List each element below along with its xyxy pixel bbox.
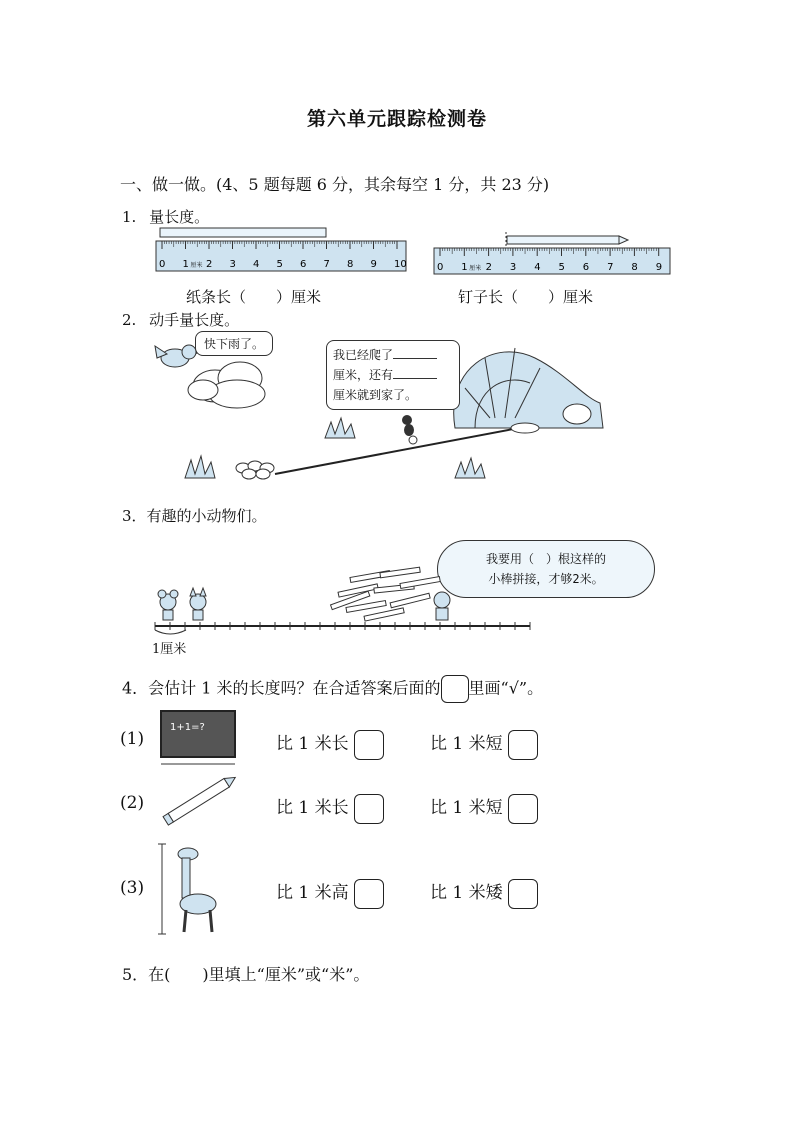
ruler-label: 4 — [534, 262, 541, 273]
q4-text-after: 里画“√”。 — [468, 678, 544, 698]
cloud-line-2: 小棒拼接，才够2米。 — [488, 572, 604, 586]
q4-row1-opt2 — [430, 729, 538, 760]
answer-box[interactable] — [354, 730, 384, 760]
opt2-text: 比 1 米短 — [430, 734, 503, 754]
q4-row3-opt2 — [430, 878, 538, 909]
opt1-text: 比 1 米长 — [276, 798, 349, 818]
blackboard-text: 1+1=? — [170, 722, 205, 733]
answer-box[interactable] — [354, 879, 384, 909]
ant-line-2: 厘米，还有 — [333, 368, 394, 382]
sample-box — [441, 675, 469, 703]
q2-text: 动手量长度。 — [149, 311, 240, 329]
ruler-label: 7 — [323, 259, 330, 270]
ruler-label: 0 — [159, 259, 166, 270]
ant-icon — [402, 415, 417, 444]
ruler-label: 5 — [558, 262, 565, 273]
ant-speech-bubble — [326, 340, 460, 410]
answer-box[interactable] — [508, 879, 538, 909]
nail — [506, 232, 628, 250]
cloud-icon — [188, 362, 265, 408]
ruler-label: 3 — [509, 262, 517, 273]
q4-row2-opt1 — [276, 793, 384, 824]
q1-caption-right: 钉子长（ ）厘米 — [458, 288, 594, 306]
giraffe-icon — [154, 838, 234, 938]
ruler-unit: 厘米 — [190, 262, 203, 269]
ruler-label: 4 — [253, 259, 260, 270]
anthill-icon — [454, 348, 603, 433]
answer-box[interactable] — [354, 794, 384, 824]
q1-number: 1. — [122, 208, 137, 226]
mouse-icon — [158, 590, 178, 620]
answer-box[interactable] — [508, 794, 538, 824]
blank — [393, 378, 437, 379]
q3-heading: 3．有趣的小动物们。 — [122, 507, 267, 525]
q4-row3-label: (3) — [120, 878, 145, 898]
blackboard-icon — [158, 708, 240, 768]
q3-scale-label: 1厘米 — [152, 642, 187, 657]
ruler-label: 6 — [300, 259, 307, 270]
ruler-2 — [434, 248, 670, 274]
q4-row3-opt1 — [276, 878, 384, 909]
ruler-label: 8 — [347, 259, 354, 270]
q1-text: 量长度。 — [149, 208, 210, 226]
fox-icon — [190, 588, 206, 620]
bird-speech-bubble: 快下雨了。 — [195, 331, 273, 356]
pebbles-icon — [236, 461, 274, 479]
q4-text-before: 4．会估计 1 米的长度吗？在合适答案后面的 — [122, 678, 441, 698]
ruler-label: 2 — [206, 259, 213, 270]
opt2-text: 比 1 米短 — [430, 798, 503, 818]
q5-heading: 5．在( )里填上“厘米”或“米”。 — [122, 965, 370, 984]
section-heading: 一、做一做。(4、5 题每题 6 分，其余每空 1 分，共 23 分) — [120, 175, 550, 194]
ruler-label: 8 — [631, 262, 638, 273]
q1-caption-left: 纸条长（ ）厘米 — [186, 288, 322, 306]
pencil-icon — [158, 770, 244, 830]
opt1-text: 比 1 米长 — [276, 734, 349, 754]
q4-row2-label: (2) — [120, 793, 145, 813]
q4-heading — [122, 675, 543, 703]
ruler-label: 9 — [370, 259, 377, 270]
ruler-label: 1 — [461, 262, 468, 273]
ruler-label: 9 — [655, 262, 663, 273]
blank — [393, 358, 437, 359]
q2-number: 2. — [122, 311, 137, 329]
cloud-line-1: 我要用（ ）根这样的 — [485, 552, 606, 566]
ruler-label: 10 — [394, 259, 407, 270]
answer-box[interactable] — [508, 730, 538, 760]
ruler-label: 1 — [182, 259, 189, 270]
opt2-text: 比 1 米矮 — [430, 883, 503, 903]
q1-rulers — [150, 224, 690, 278]
opt1-text: 比 1 米高 — [276, 883, 349, 903]
ruler-label: 2 — [485, 262, 492, 273]
q4-row1-label: (1) — [120, 729, 145, 749]
q2-heading — [122, 309, 239, 330]
paper-strip — [160, 228, 326, 237]
ruler-label: 6 — [582, 262, 590, 273]
ant-line-1: 我已经爬了 — [333, 348, 394, 362]
ruler-label: 7 — [607, 262, 614, 273]
ruler-label: 3 — [229, 259, 236, 270]
dog-icon — [434, 592, 450, 620]
ruler-label: 0 — [437, 262, 444, 273]
ruler-1 — [156, 241, 407, 271]
q4-row1-opt1 — [276, 729, 384, 760]
grass-icon — [185, 418, 485, 478]
q4-row2-opt2 — [430, 793, 538, 824]
ruler-label: 5 — [276, 259, 283, 270]
page-title: 第六单元跟踪检测卷 — [306, 108, 487, 130]
ruler-unit: 厘米 — [469, 265, 482, 272]
ant-line-3: 厘米就到家了。 — [333, 388, 418, 402]
q3-illustration — [150, 560, 535, 640]
sticks-icon — [331, 567, 441, 621]
